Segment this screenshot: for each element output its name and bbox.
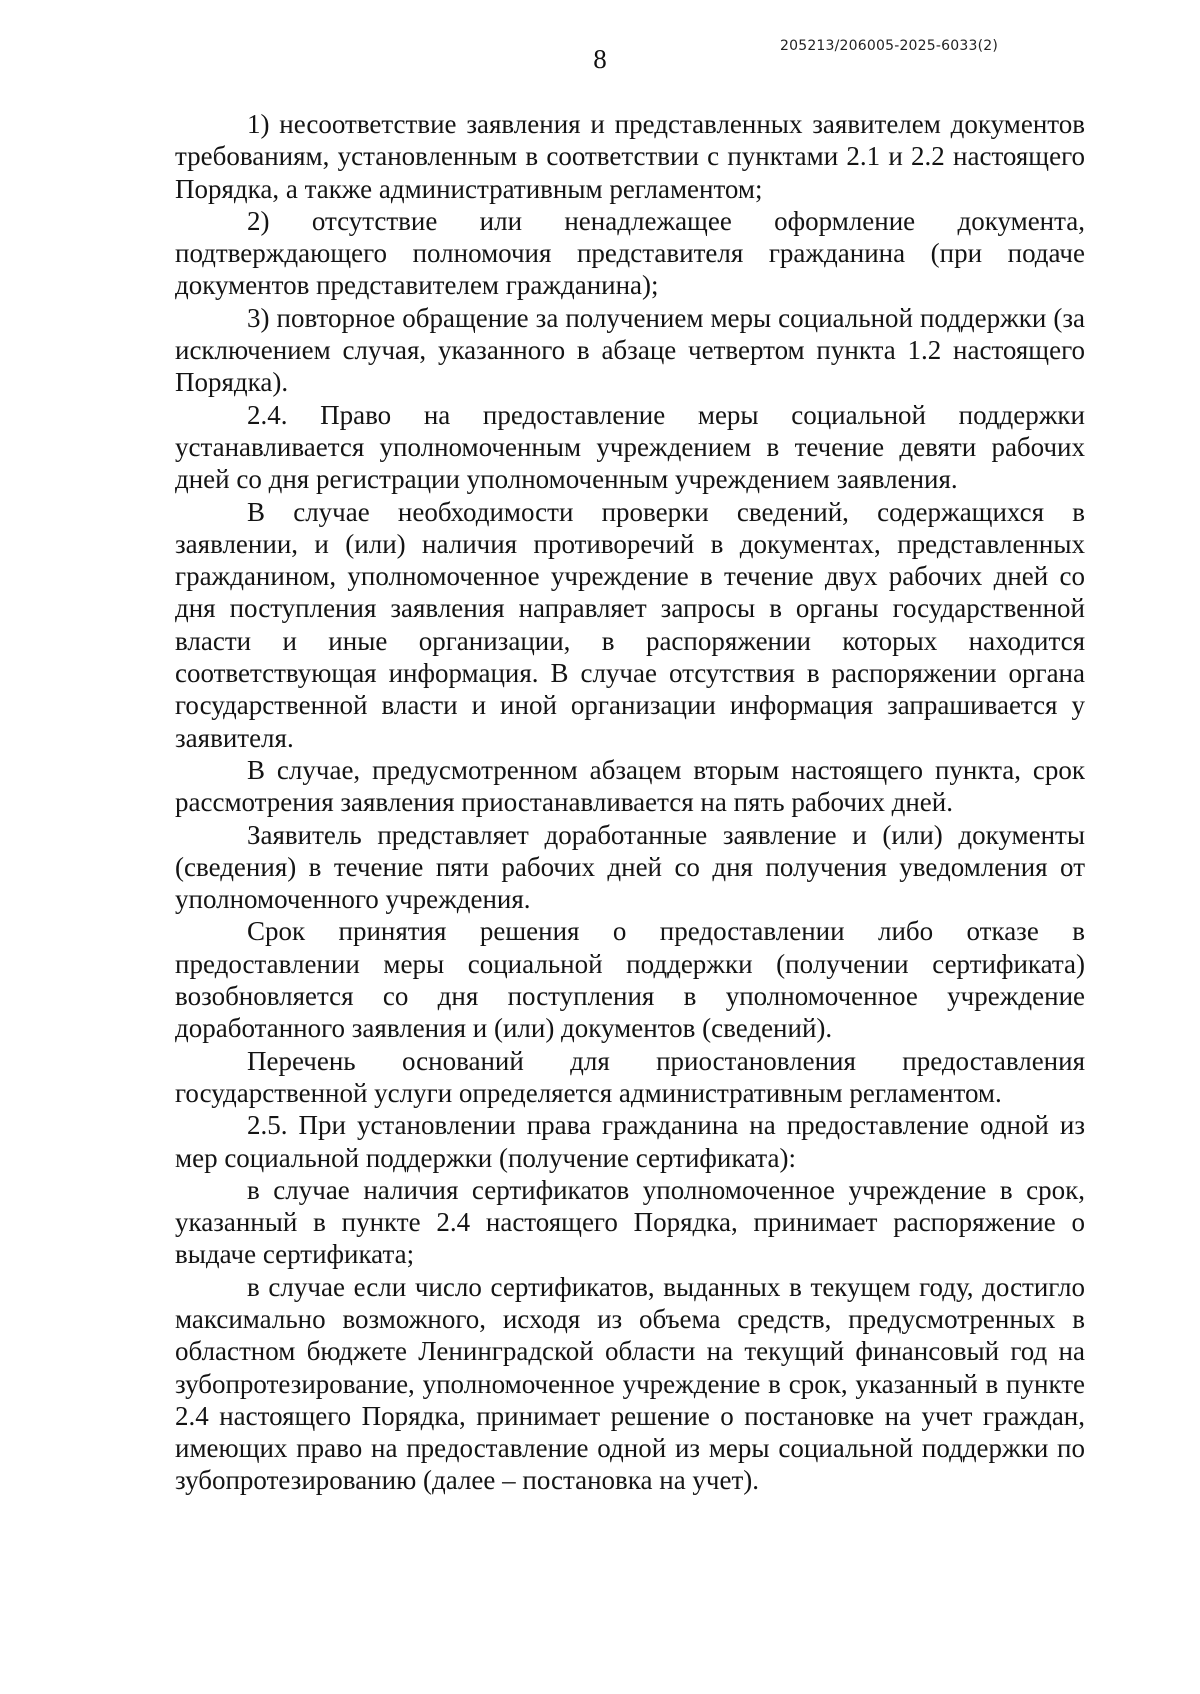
paragraph-item-3: 3) повторное обращение за получением меры социальной поддержки (за исключением случая, указанного в абзаце четвертом пункта 1.2 настоящего Порядка). — [175, 302, 1085, 398]
paragraph-certificate-issue: в случае наличия сертификатов уполномоченное учреждение в срок, указанный в пункте 2.4 настоящего Порядка, принимает распоряжение о выдаче сертификата; — [175, 1174, 1085, 1270]
paragraph-item-1: 1) несоответствие заявления и представленных заявителем документов требованиям, установленным в соответствии с пунктами 2.1 и 2.2 настоящего Порядка, а также административным регламентом; — [175, 109, 1085, 204]
paragraph-registration: в случае если число сертификатов, выданных в текущем году, достигло максимально возможного, исходя из объема средств, предусмотренных в областном бюджете Ленинградской области на текущий финансовый год на зубопротезирование, уполномоченное учреждение в срок, указанный в пункте 2.4 настоящего Порядка, принимает решение о постановке на учет граждан, имеющих право на предоставление одной из меры социальной поддержки по зубопротезированию (далее – постановка на учет). — [175, 1271, 1085, 1496]
document-body — [175, 108, 1085, 1497]
paragraph-suspension-grounds: Перечень оснований для приостановления предоставления государственной услуги определяется административным регламентом. — [175, 1045, 1085, 1108]
paragraph-2-5: 2.5. При установлении права гражданина на предоставление одной из мер социальной поддержки (получение сертификата): — [175, 1110, 1085, 1173]
paragraph-applicant-submits: Заявитель представляет доработанные заявление и (или) документы (сведения) в течение пяти рабочих дней со дня получения уведомления от уполномоченного учреждения. — [175, 819, 1085, 915]
paragraph-decision-deadline: Срок принятия решения о предоставлении либо отказе в предоставлении меры социальной поддержки (получении сертификата) возобновляется со дня поступления в уполномоченное учреждение доработанного заявления и (или) документов (сведений). — [175, 916, 1085, 1044]
paragraph-2-4: 2.4. Право на предоставление меры социальной поддержки устанавливается уполномоченным учреждением в течение девяти рабочих дней со дня регистрации уполномоченным учреждением заявления. — [175, 399, 1085, 495]
page-number: 8 — [593, 44, 607, 74]
paragraph-suspension: В случае, предусмотренном абзацем вторым настоящего пункта, срок рассмотрения заявления приостанавливается на пять рабочих дней. — [175, 754, 1085, 818]
document-id: 205213/206005-2025-6033(2) — [780, 38, 998, 54]
paragraph-verification: В случае необходимости проверки сведений, содержащихся в заявлении, и (или) наличия противоречий в документах, представленных гражданином, уполномоченное учреждение в течение двух рабочих дней со дня поступления заявления направляет запросы в органы государственной власти и иные организации, в распоряжении которых находится соответствующая информация. В случае отсутствия в распоряжении органа государственной власти и иной организации информация запрашивается у заявителя. — [175, 496, 1085, 753]
paragraph-item-2: 2) отсутствие или ненадлежащее оформление документа, подтверждающего полномочия представителя гражданина (при подаче документов представителем гражданина); — [175, 205, 1085, 301]
